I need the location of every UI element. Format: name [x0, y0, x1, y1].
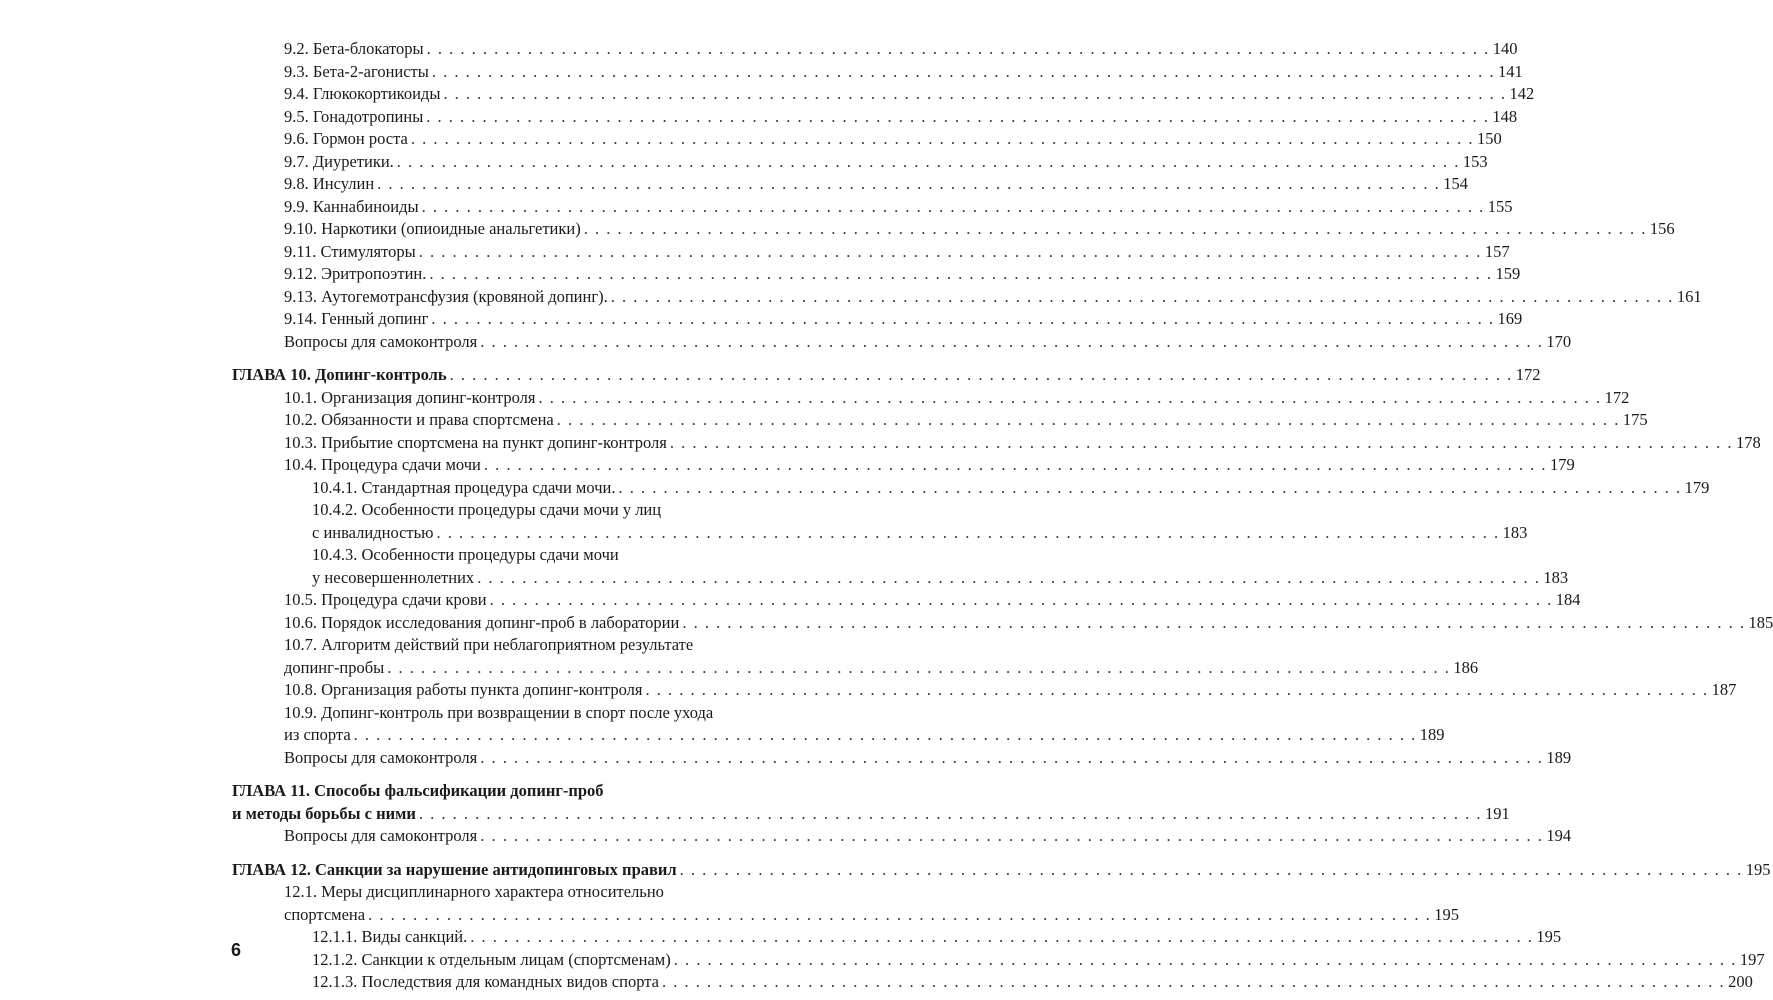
dot-leader [480, 747, 1543, 770]
dot-leader [422, 196, 1485, 219]
dot-leader [477, 567, 1540, 590]
dot-leader [470, 926, 1533, 949]
toc-entry-page: 148 [1492, 106, 1518, 126]
dot-leader [557, 409, 1620, 432]
dot-leader [377, 173, 1440, 196]
toc-entry-page: 195 [1536, 927, 1562, 946]
toc-entry-title: 9.10. Наркотики (опиоидные анальгетики) [284, 219, 581, 238]
toc-chapter-heading-first-line: ГЛАВА 11. Способы фальсификации допинг-проб [232, 781, 604, 800]
dot-leader [670, 432, 1733, 455]
toc-entry-title: 10.6. Порядок исследования допинг-проб в лаборатории [284, 612, 680, 632]
toc-entry [232, 454, 1575, 477]
toc-entry-title: 9.14. Генный допинг [284, 309, 429, 328]
toc-entry-page: 186 [1453, 657, 1479, 677]
toc-entry [232, 308, 1523, 331]
toc-entry [232, 128, 1502, 151]
toc-entry-page: 195 [1434, 904, 1459, 924]
toc-entry-title: 10.4.1. Стандартная процедура сдачи мочи. [312, 477, 616, 497]
toc-entry-page: 175 [1622, 410, 1648, 429]
dot-leader [618, 477, 1681, 500]
toc-entry-title: 9.11. Стимуляторы [284, 241, 416, 261]
toc-entry-title: 10.4. Процедура сдачи мочи [284, 455, 481, 474]
dot-leader [645, 679, 1708, 702]
toc-entry [232, 432, 1761, 455]
dot-leader [427, 38, 1490, 61]
toc-entry-page: 157 [1484, 241, 1510, 261]
toc-entry [232, 657, 1479, 680]
toc-entry [232, 331, 1572, 354]
dot-leader [419, 803, 1482, 826]
toc-entry-first-line: 10.9. Допинг-контроль при возвращении в спорт после ухода [284, 702, 714, 722]
toc-entry-page: 155 [1487, 196, 1513, 216]
toc-entry-page: 140 [1492, 39, 1518, 58]
toc-chapter-heading [232, 364, 1541, 387]
toc-entry-page: 161 [1676, 286, 1702, 306]
dot-leader [368, 904, 1431, 927]
toc-entry-title: 10.5. Процедура сдачи крови [284, 590, 487, 609]
toc-entry-page: 154 [1443, 174, 1469, 193]
toc-entry [232, 38, 1518, 61]
toc-entry [232, 567, 1569, 590]
toc-entry-title: Вопросы для самоконтроля [284, 331, 478, 351]
toc-entry-page: 184 [1555, 590, 1581, 609]
toc-entry-title: 9.2. Бета-блокаторы [284, 39, 424, 58]
page-number: 6 [231, 940, 242, 960]
toc-entry [232, 904, 1459, 927]
toc-entry-first-line: 12.1. Меры дисциплинарного характера относительно [284, 882, 664, 901]
toc-entry [232, 173, 1469, 196]
dot-leader [443, 83, 1506, 106]
toc-entry [232, 286, 1702, 309]
toc-entry-title: допинг-пробы [284, 657, 385, 677]
toc-entry [232, 971, 1753, 994]
dot-leader [480, 331, 1543, 354]
dot-leader [437, 522, 1500, 545]
toc-entry-title: 12.1.2. Санкции к отдельным лицам (спортсменам) [312, 949, 671, 969]
toc-entry-title: из спорта [284, 725, 351, 744]
toc-entry-title: 9.8. Инсулин [284, 174, 375, 193]
toc-entry-title: 10.3. Прибытие спортсмена на пункт допинг-контроля [284, 432, 667, 452]
toc-entry-first-line: 10.4.2. Особенности процедуры сдачи мочи у лиц [312, 500, 662, 519]
dot-leader [397, 151, 1460, 174]
toc-entry-title: 9.4. Глюкокортикоиды [284, 84, 441, 103]
toc-entry-title: ГЛАВА 12. Санкции за нарушение антидопинговых правил [232, 859, 677, 879]
dot-leader [484, 454, 1547, 477]
toc-entry-title: 12.1.1. Виды санкций. [312, 927, 468, 946]
toc-entry-title: спортсмена [284, 904, 366, 924]
dot-leader [662, 971, 1725, 994]
toc-entry-page: 156 [1649, 219, 1675, 238]
toc-entry [232, 241, 1510, 264]
toc-chapter-heading [232, 859, 1771, 882]
toc-entry-page: 179 [1549, 455, 1575, 474]
toc-entry-title: 9.12. Эритропоэтин. [284, 264, 427, 283]
dot-leader [680, 859, 1743, 882]
toc-entry [232, 151, 1488, 174]
toc-entry-page: 183 [1543, 567, 1569, 587]
table-of-contents [232, 38, 1773, 994]
toc-entry-title: у несовершеннолетних [312, 567, 475, 587]
toc-entry [232, 825, 1572, 848]
toc-entry-page: 153 [1462, 151, 1488, 171]
toc-entry-page: 172 [1604, 387, 1630, 407]
toc-entry-page: 159 [1495, 264, 1521, 283]
toc-entry-page: 179 [1684, 477, 1710, 497]
toc-entry-page: 195 [1745, 859, 1771, 879]
dot-leader [682, 612, 1745, 635]
toc-entry-title: 9.7. Диуретики. [284, 151, 394, 171]
toc-entry-title: 10.2. Обязанности и права спортсмена [284, 410, 554, 429]
toc-entry-title: 10.8. Организация работы пункта допинг-контроля [284, 680, 643, 699]
toc-entry-page: 169 [1497, 309, 1523, 328]
toc-entry-page: 178 [1735, 432, 1761, 452]
toc-entry [232, 679, 1737, 702]
toc-entry [232, 83, 1535, 106]
toc-entry-page: 183 [1502, 522, 1528, 542]
dot-leader [450, 364, 1513, 387]
toc-entry-title: 9.13. Аутогемотрансфузия (кровяной допинг). [284, 286, 608, 306]
toc-entry [232, 218, 1675, 241]
dot-leader [611, 286, 1674, 309]
toc-entry-page: 172 [1515, 365, 1541, 384]
toc-entry [232, 612, 1773, 635]
toc-entry [232, 747, 1572, 770]
dot-leader [480, 825, 1543, 848]
dot-leader [538, 387, 1601, 410]
toc-entry-title: и методы борьбы с ними [232, 803, 416, 823]
toc-entry [232, 589, 1581, 612]
dot-leader [432, 61, 1495, 84]
toc-entry [232, 196, 1513, 219]
toc-entry-page: 150 [1476, 129, 1502, 148]
dot-leader [584, 218, 1647, 241]
toc-entry-title: 12.1.3. Последствия для командных видов спорта [312, 972, 659, 991]
dot-leader [419, 241, 1482, 264]
toc-entry-page: 141 [1497, 61, 1523, 81]
toc-entry [232, 477, 1710, 500]
toc-entry-page: 194 [1546, 826, 1572, 845]
toc-entry [232, 926, 1562, 949]
dot-leader [354, 724, 1417, 747]
toc-entry-title: 9.3. Бета-2-агонисты [284, 61, 429, 81]
toc-entry-page: 185 [1748, 612, 1773, 632]
toc-entry-page: 187 [1711, 680, 1737, 699]
toc-entry-title: 9.6. Гормон роста [284, 129, 408, 148]
toc-entry-page: 189 [1419, 725, 1445, 744]
toc-entry [232, 387, 1630, 410]
toc-entry-title: 10.1. Организация допинг-контроля [284, 387, 536, 407]
dot-leader [429, 263, 1492, 286]
dot-leader [431, 308, 1494, 331]
toc-entry [232, 522, 1528, 545]
toc-entry [232, 724, 1445, 747]
toc-entry-first-line: 10.4.3. Особенности процедуры сдачи мочи [312, 545, 619, 564]
dot-leader [387, 657, 1450, 680]
toc-entry-page: 200 [1728, 972, 1753, 991]
toc-entry-title: 9.9. Каннабиноиды [284, 196, 419, 216]
toc-entry [232, 409, 1648, 432]
toc-entry [232, 106, 1518, 129]
dot-leader [426, 106, 1489, 129]
toc-entry-page: 170 [1546, 331, 1572, 351]
toc-entry-page: 191 [1485, 803, 1510, 823]
toc-entry-title: 9.5. Гонадотропины [284, 106, 424, 126]
toc-entry-page: 197 [1739, 949, 1765, 969]
toc-entry-title: Вопросы для самоконтроля [284, 747, 478, 767]
toc-entry-page: 189 [1546, 747, 1572, 767]
dot-leader [674, 949, 1737, 972]
toc-entry-title: Вопросы для самоконтроля [284, 826, 478, 845]
toc-chapter-heading [232, 803, 1510, 826]
toc-entry-title: с инвалидностью [312, 522, 434, 542]
toc-entry [232, 949, 1765, 972]
toc-entry [232, 263, 1521, 286]
dot-leader [411, 128, 1474, 151]
toc-entry-title: ГЛАВА 10. Допинг-контроль [232, 365, 447, 384]
toc-entry-page: 142 [1509, 84, 1535, 103]
toc-entry [232, 61, 1523, 84]
toc-entry-first-line: 10.7. Алгоритм действий при неблагоприятном результате [284, 635, 694, 654]
dot-leader [490, 589, 1553, 612]
